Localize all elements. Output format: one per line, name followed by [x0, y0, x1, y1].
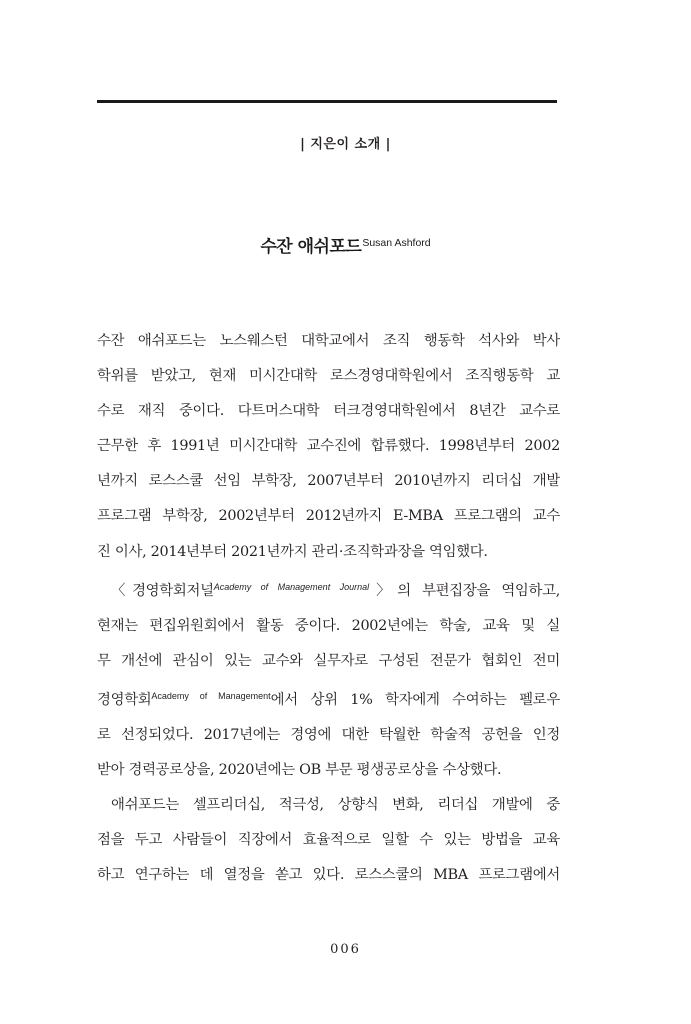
journal-english-name: Academy of Management Journal	[213, 581, 370, 592]
academy-english-name: Academy of Management	[151, 690, 271, 701]
top-rule	[97, 100, 557, 103]
bio-line: 애쉬포드는 셀프리더십, 적극성, 상향식 변화, 리더십 개발에 중	[111, 797, 560, 814]
bio-line-academy	[97, 679, 560, 718]
bio-line: 무 개선에 관심이 있는 교수와 실무자로 구성된 전문가 협회인 전미	[97, 652, 560, 669]
bio-line: 수로 재직 중이다. 다트머스대학 터크경영대학원에서 8년간 교수로	[97, 403, 560, 420]
author-heading	[0, 232, 691, 257]
bio-line: 현재는 편집위원회에서 활동 중이다. 2002년에는 학술, 교육 및 실	[97, 617, 560, 634]
bio-line: 로 선정되었다. 2017년에는 경영에 대한 탁월한 학술적 공헌을 인정	[97, 727, 560, 744]
bio-line: 수잔 애쉬포드는 노스웨스턴 대학교에서 조직 행동학 석사와 박사	[97, 333, 560, 349]
page-number: 006	[330, 942, 361, 957]
academy-suffix: 에서 상위 1% 학자에게 수여하는 펠로우	[270, 691, 560, 708]
academy-prefix: 경영학회	[97, 691, 152, 708]
bio-line: 년까지 로스스쿨 선임 부학장, 2007년부터 2010년까지 리더십 개발	[97, 473, 560, 490]
bio-line: 받아 경력공로상을, 2020년에는 OB 부문 평생공로상을 수상했다.	[97, 762, 502, 779]
bio-line: 프로그램 부학장, 2002년부터 2012년까지 E-MBA 프로그램의 교수	[97, 508, 560, 525]
author-name-english: Susan Ashford	[362, 237, 431, 249]
author-name-korean: 수잔 애쉬포드	[260, 237, 362, 257]
section-label: | 지은이 소개 |	[300, 137, 391, 152]
journal-suffix: 〉의 부편집장을 역임하고,	[369, 582, 560, 599]
bio-line: 점을 두고 사람들이 직장에서 효율적으로 일할 수 있는 방법을 교육	[97, 832, 560, 849]
author-bio	[97, 324, 560, 894]
bio-line: 진 이사, 2014년부터 2021년까지 관리·조직학과장을 역임했다.	[97, 543, 488, 560]
bio-line: 하고 연구하는 데 열정을 쏟고 있다. 로스스쿨의 MBA 프로그램에서	[97, 867, 560, 884]
bio-line-journal	[97, 570, 560, 609]
bio-line: 근무한 후 1991년 미시간대학 교수진에 합류했다. 1998년부터 2002	[97, 438, 560, 455]
journal-prefix: 〈경영학회저널	[111, 582, 214, 599]
bio-line: 학위를 받았고, 현재 미시간대학 로스경영대학원에서 조직행동학 교	[97, 368, 560, 385]
